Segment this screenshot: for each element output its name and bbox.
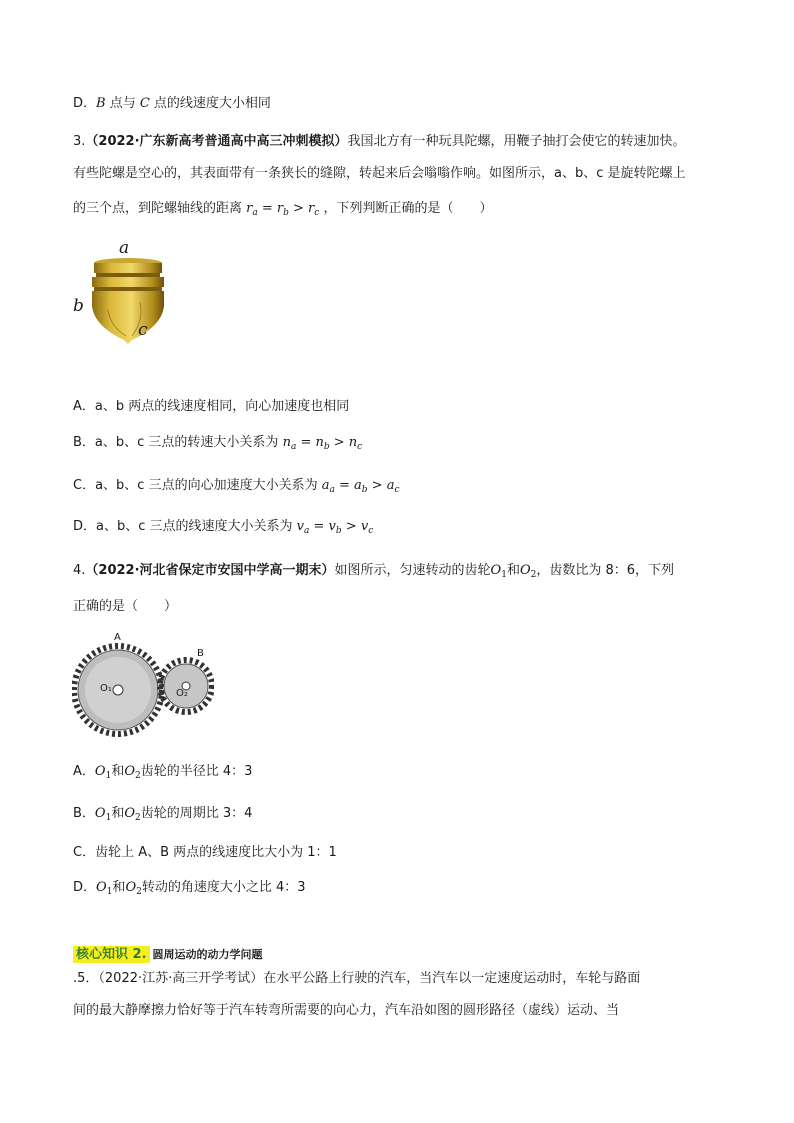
label-b: b <box>73 296 84 316</box>
q3-option-c: C．a、b、c 三点的向心加速度大小关系为 $a_a = a_b > a_c$ <box>73 478 400 495</box>
large-gear <box>74 646 162 734</box>
gears-figure <box>72 630 214 740</box>
q4-option-b: B．$O_1$和$O_2$齿轮的周期比 3：4 <box>73 806 253 823</box>
q3-radius-relation: $r_a = r_b > r_c$ <box>246 201 320 218</box>
q3-option-a: A．a、b 两点的线速度相同，向心加速度也相同 <box>73 399 350 414</box>
small-gear <box>160 660 212 712</box>
label-c: c <box>138 320 148 340</box>
section-title: 圆周运动的动力学问题 <box>152 948 263 961</box>
spinning-top-figure <box>70 240 180 350</box>
label-O1: O₁ <box>100 683 112 694</box>
gears-image <box>72 630 214 740</box>
section-header <box>73 946 263 964</box>
q2-option-d: D．B 点与 C 点的线速度大小相同 <box>73 96 271 111</box>
q3-option-d: D．a、b、c 三点的线速度大小关系为 $v_a = v_b > v_c$ <box>73 519 374 536</box>
q3-stem-line-2: 有些陀螺是空心的，其表面带有一条狭长的缝隙，转起来后会嗡嗡作响。如图所示，a、b、c 是旋转陀螺上 <box>73 166 686 181</box>
label-a: a <box>119 238 130 258</box>
q5-source: （2022·江苏·高三开学考试） <box>98 971 264 986</box>
q5-stem-line-1: .5．（2022·江苏·高三开学考试）在水平公路上行驶的汽车，当汽车以一定速度运动时，车轮与路面 <box>73 971 641 986</box>
q5-stem-line-2: 间的最大静摩擦力恰好等于汽车转弯所需要的向心力，汽车沿如图的圆形路径（虚线）运动、当 <box>73 1003 620 1018</box>
label-O2: O₂ <box>176 688 188 699</box>
q4-source: （2022·河北省保定市安国中学高一期末） <box>85 563 335 578</box>
q4-option-c: C．齿轮上 A、B 两点的线速度比大小为 1：1 <box>73 845 337 860</box>
q4-stem-line-2: 正确的是（ ） <box>73 599 178 614</box>
q4-option-a: A．$O_1$和$O_2$齿轮的半径比 4：3 <box>73 764 253 781</box>
q3-source: （2022·广东新高考普通高中高三冲刺模拟） <box>85 134 348 149</box>
label-B: B <box>197 648 204 659</box>
q3-stem-line-3: 的三个点，到陀螺轴线的距离 $r_a = r_b > r_c$ ，下列判断正确的是（ ） <box>73 201 493 218</box>
q3-stem-line-1: 3.（2022·广东新高考普通高中高三冲刺模拟）我国北方有一种玩具陀螺，用鞭子抽打会使它的转速加快。 <box>73 134 686 149</box>
q3-option-b: B．a、b、c 三点的转速大小关系为 $n_a = n_b > n_c$ <box>73 435 363 452</box>
q4-option-d: D．$O_1$和$O_2$转动的角速度大小之比 4：3 <box>73 880 306 897</box>
q4-stem-line-1: 4.（2022·河北省保定市安国中学高一期末）如图所示，匀速转动的齿轮$O_1$和$O_2$，齿数比为 8：6，下列 <box>73 563 675 580</box>
section-badge: 核心知识 2. <box>73 946 150 963</box>
label-A: A <box>114 632 121 643</box>
